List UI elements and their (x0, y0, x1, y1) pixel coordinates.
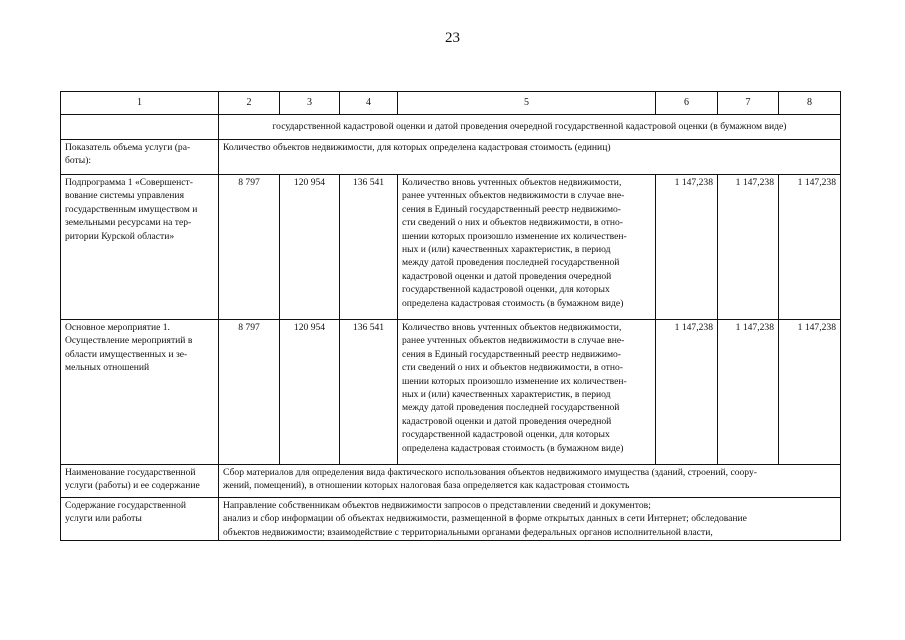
header-cell: 2 (219, 92, 280, 115)
row-description: Количество вновь учтенных объектов недвижимости, ранее учтенных объектов недвижимости в случае вне- сения в Единый государственный реестр недвижимо- сти сведений о них и объектов недвижимости, в отно- шении которых произошло изменение их количествен- ных и (или) качественных характеристик, в период между датой проведения последней государственной кадастровой оценки и датой проведения очередной государственной кадастровой оценки, для которых определена кадастровая стоимость (в бумажном виде) (398, 175, 656, 320)
service-name-row (61, 465, 841, 498)
value-cell: 1 147,238 (656, 175, 718, 320)
value-cell: 1 147,238 (718, 320, 779, 465)
row-name: Основное мероприятие 1. Осуществление мероприятий в области имущественных и зе- мельных отношений (61, 320, 219, 465)
value-cell: 136 541 (340, 320, 398, 465)
service-content-value: Направление собственникам объектов недвижимости запросов о представлении сведений и документов; анализ и сбор информации об объектах недвижимости, размещенной в форме открытых данных в сети Интернет; обследование объектов недвижимости; взаимодействие с территориальными органами федеральных органов исполнительной власти, (219, 498, 841, 541)
program-table (60, 91, 841, 541)
header-cell: 3 (280, 92, 340, 115)
service-name-label: Наименование государственной услуги (работы) и ее содержание (61, 465, 219, 498)
row-name: Подпрограмма 1 «Совершенст- вование системы управления государственным имуществом и земельными ресурсами на тер- ритории Курской области» (61, 175, 219, 320)
service-content-row (61, 498, 841, 541)
value-cell: 120 954 (280, 175, 340, 320)
continuation-row (61, 115, 841, 140)
service-name-value: Сбор материалов для определения вида фактического использования объектов недвижимого имущества (зданий, строений, соору- жений, помещений), в отношении которых налоговая база определяется как кадастровая стоимость (219, 465, 841, 498)
value-cell: 1 147,238 (718, 175, 779, 320)
row-description: Количество вновь учтенных объектов недвижимости, ранее учтенных объектов недвижимости в случае вне- сения в Единый государственный реестр недвижимо- сти сведений о них и объектов недвижимости, в отно- шении которых произошло изменение их количествен- ных и (или) качественных характеристик, в период между датой проведения последней государственной кадастровой оценки и датой проведения очередной государственной кадастровой оценки, для которых определена кадастровая стоимость (в бумажном виде) (398, 320, 656, 465)
header-cell: 4 (340, 92, 398, 115)
header-cell: 7 (718, 92, 779, 115)
value-cell: 8 797 (219, 175, 280, 320)
value-cell: 120 954 (280, 320, 340, 465)
service-content-label: Содержание государственной услуги или работы (61, 498, 219, 541)
table-row (61, 320, 841, 465)
header-row (61, 92, 841, 115)
header-cell: 6 (656, 92, 718, 115)
empty-cell (61, 115, 219, 140)
value-cell: 136 541 (340, 175, 398, 320)
value-cell: 1 147,238 (656, 320, 718, 465)
table-row (61, 175, 841, 320)
indicator-label: Показатель объема услуги (ра- боты): (61, 140, 219, 175)
page-number: 23 (445, 30, 460, 46)
header-cell: 1 (61, 92, 219, 115)
indicator-value: Количество объектов недвижимости, для которых определена кадастровая стоимость (единиц) (219, 140, 841, 175)
header-cell: 5 (398, 92, 656, 115)
value-cell: 8 797 (219, 320, 280, 465)
indicator-row (61, 140, 841, 175)
value-cell: 1 147,238 (779, 320, 841, 465)
continuation-text: государственной кадастровой оценки и датой проведения очередной государственной кадастровой оценки (в бумажном виде) (219, 115, 841, 140)
header-cell: 8 (779, 92, 841, 115)
value-cell: 1 147,238 (779, 175, 841, 320)
